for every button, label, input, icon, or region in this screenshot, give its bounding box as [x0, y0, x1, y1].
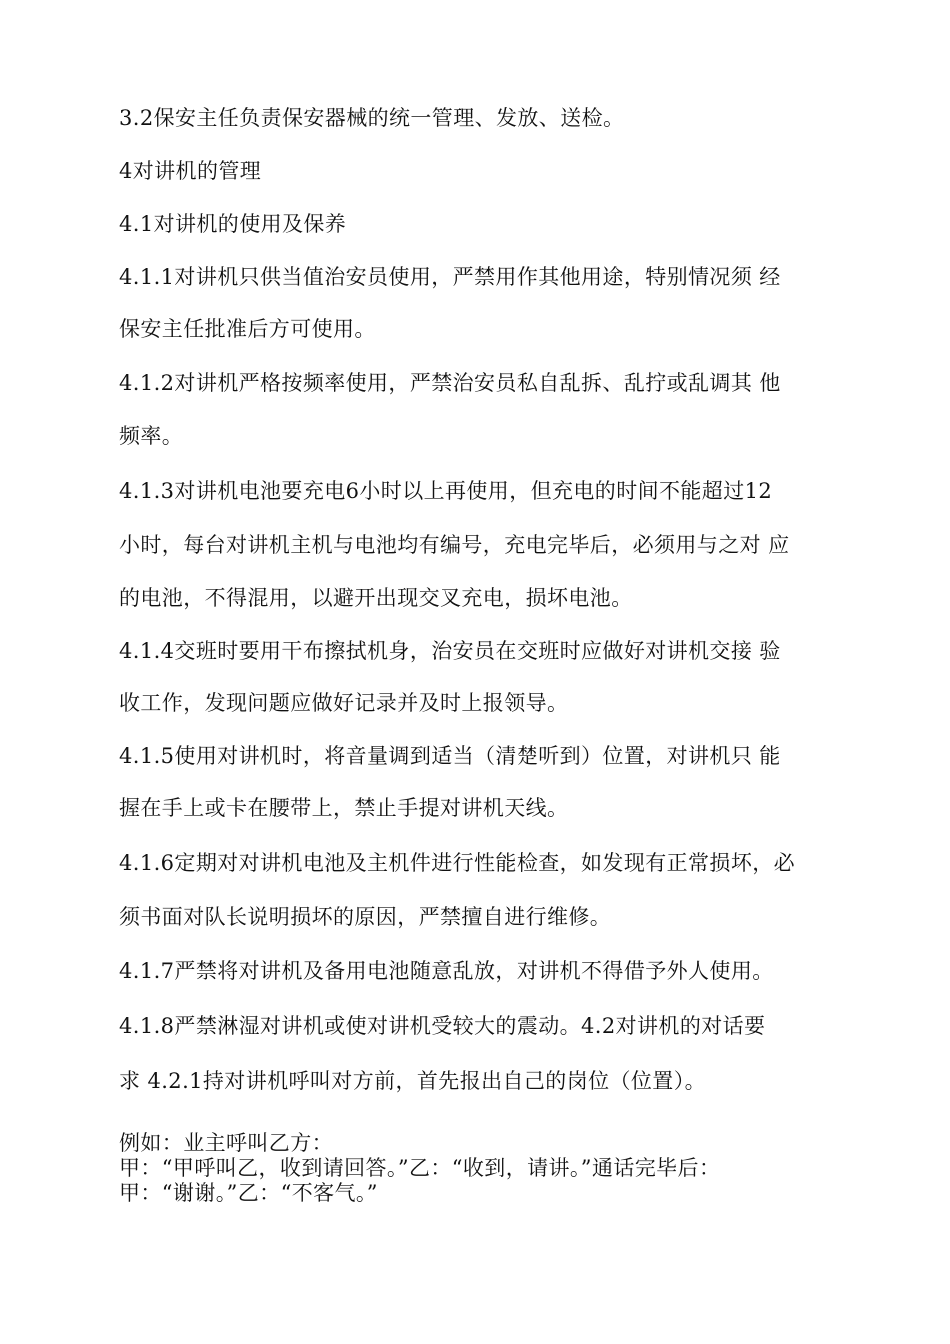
dialogue-line: 例如：业主呼叫乙方：: [119, 1131, 333, 1155]
paragraph-line: 的电池，不得混用，以避开出现交叉充电，损坏电池。: [119, 586, 633, 610]
paragraph-line: 4.1.5使用对讲机时，将音量调到适当（清楚听到）位置，对讲机只 能: [119, 744, 781, 768]
paragraph-line: 频率。: [119, 424, 184, 448]
paragraph-line: 4.1.8严禁淋湿对讲机或使对讲机受较大的震动。4.2对讲机的对话要: [119, 1014, 766, 1038]
paragraph-line: 4.1.7严禁将对讲机及备用电池随意乱放，对讲机不得借予外人使用。: [119, 959, 774, 983]
section-heading: 4对讲机的管理: [119, 159, 262, 183]
paragraph-line: 4.1.4交班时要用干布擦拭机身，治安员在交班时应做好对讲机交接 验: [119, 639, 781, 663]
paragraph-line: 4.1.1对讲机只供当值治安员使用，严禁用作其他用途，特别情况须 经: [119, 265, 781, 289]
paragraph-line: 求 4.2.1持对讲机呼叫对方前，首先报出自己的岗位（位置）。: [119, 1069, 707, 1093]
paragraph-line: 收工作，发现问题应做好记录并及时上报领导。: [119, 691, 569, 715]
paragraph-line: 保安主任批准后方可使用。: [119, 317, 376, 341]
paragraph-line: 4.1.3对讲机电池要充电6小时以上再使用，但充电的时间不能超过12: [119, 479, 773, 503]
paragraph-line: 须书面对队长说明损坏的原因，严禁擅自进行维修。: [119, 905, 612, 929]
dialogue-line: 甲：“谢谢。”乙：“不客气。”: [119, 1181, 378, 1205]
paragraph-line: 3.2保安主任负责保安器械的统一管理、发放、送检。: [119, 106, 625, 130]
paragraph-line: 4.1.6定期对对讲机电池及主机件进行性能检查，如发现有正常损坏，必: [119, 851, 796, 875]
dialogue-line: 甲：“甲呼叫乙，收到请回答。”乙：“收到，请讲。”通话完毕后：: [119, 1156, 721, 1180]
paragraph-line: 小时，每台对讲机主机与电池均有编号，充电完毕后，必须用与之对 应: [119, 533, 790, 557]
paragraph-line: 4.1.2对讲机严格按频率使用，严禁治安员私自乱拆、乱拧或乱调其 他: [119, 371, 781, 395]
subsection-heading: 4.1对讲机的使用及保养: [119, 212, 347, 236]
paragraph-line: 握在手上或卡在腰带上，禁止手提对讲机天线。: [119, 796, 569, 820]
